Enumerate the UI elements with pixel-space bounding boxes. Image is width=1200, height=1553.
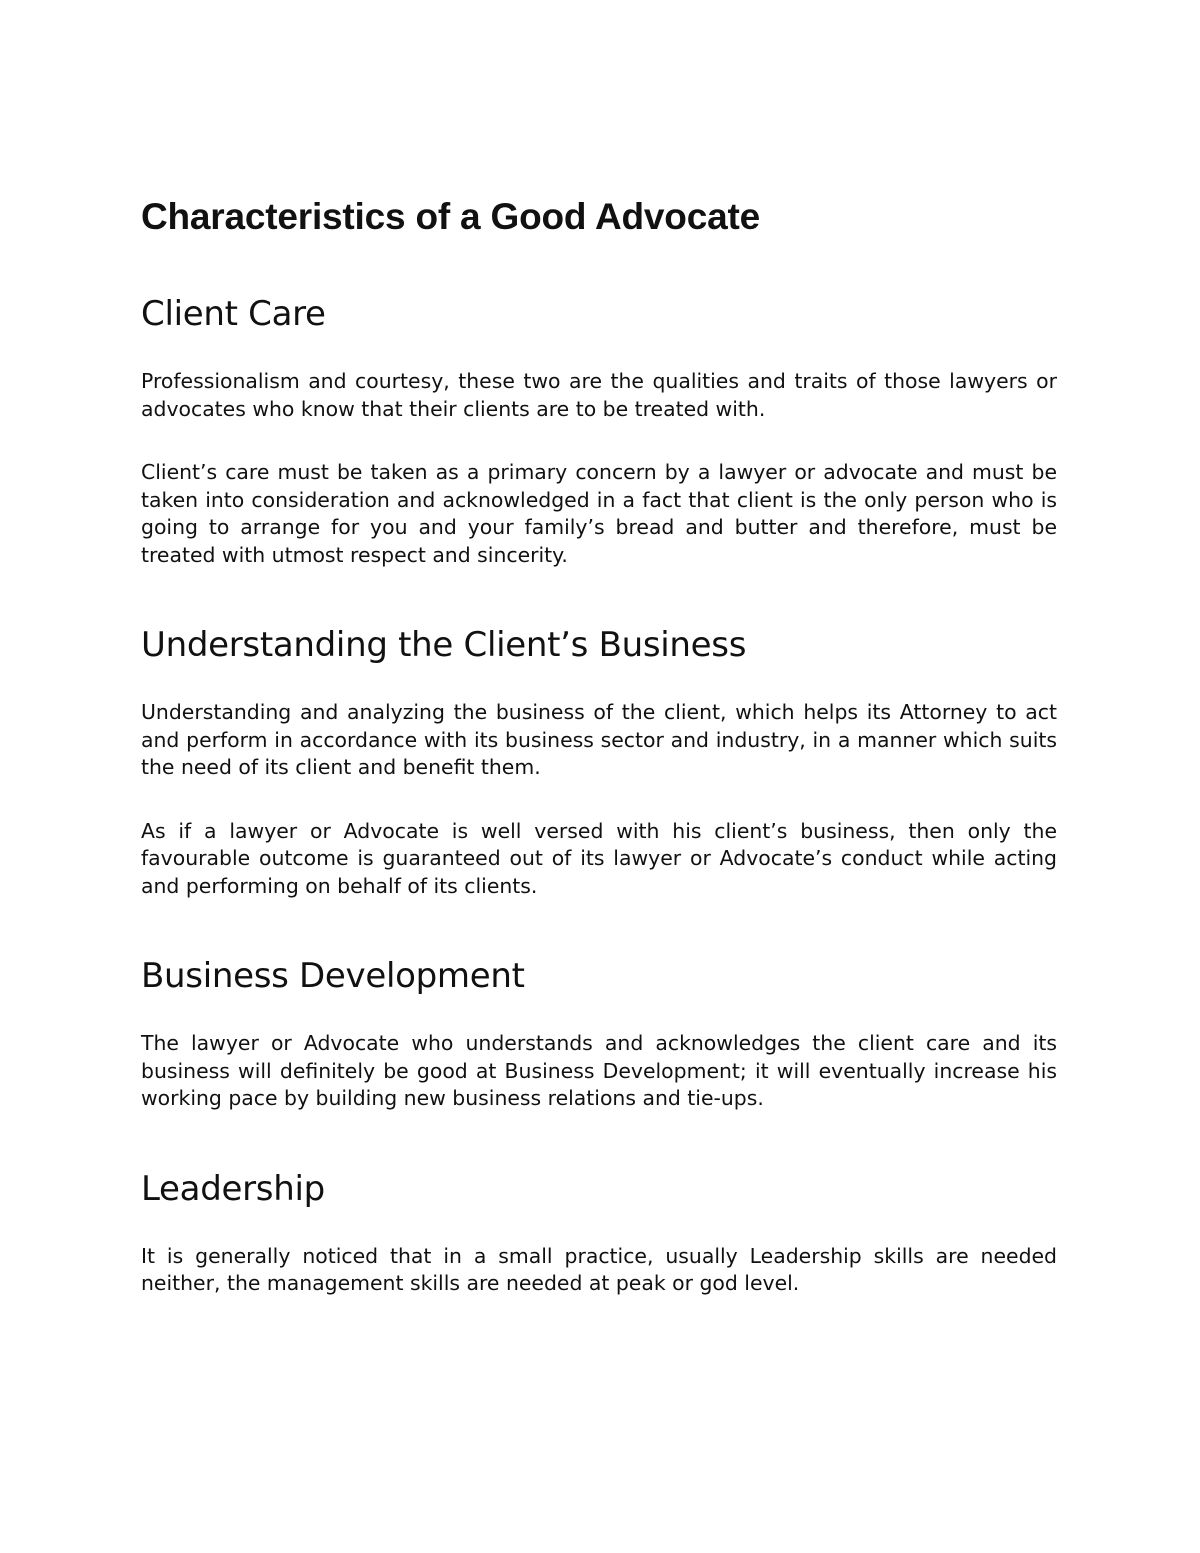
section-heading: Understanding the Client’s Business (141, 625, 747, 665)
document-title: Characteristics of a Good Advocate (141, 196, 760, 237)
paragraph: Client’s care must be taken as a primary concern by a lawyer or advocate and must be taken into consideration and acknowledged in a fact that client is the only person who is going to arrange for you and your family’s bread and butter and therefore, must be treated with utmost respect and sincerity. (141, 460, 1057, 567)
section-heading: Leadership (141, 1168, 325, 1209)
paragraph: Professionalism and courtesy, these two are the qualities and traits of those lawyers or advocates who know that their clients are to be treated with. (141, 369, 1057, 421)
document-page (141, 190, 1057, 1298)
section-heading: Client Care (141, 294, 326, 334)
paragraph: As if a lawyer or Advocate is well versed with his client’s business, then only the favourable outcome is guaranteed out of its lawyer or Advocate’s conduct while acting and performing on behalf of its clients. (141, 818, 1057, 898)
paragraph: Understanding and analyzing the business of the client, which helps its Attorney to act and perform in accordance with its business sector and industry, in a manner which suits the need of its client and benefit them. (141, 700, 1057, 779)
paragraph: The lawyer or Advocate who understands and acknowledges the client care and its business will definitely be good at Business Development; it will eventually increase his working pace by building new business relations and tie-ups. (141, 1031, 1057, 1110)
section-client-care (141, 290, 1057, 569)
section-leadership (141, 1165, 1057, 1298)
section-business-development (141, 952, 1057, 1113)
paragraph: It is generally noticed that in a small practice, usually Leadership skills are needed neither, the management skills are needed at peak or god level. (141, 1243, 1057, 1295)
section-understanding-business (141, 621, 1057, 900)
section-heading: Business Development (141, 956, 525, 996)
